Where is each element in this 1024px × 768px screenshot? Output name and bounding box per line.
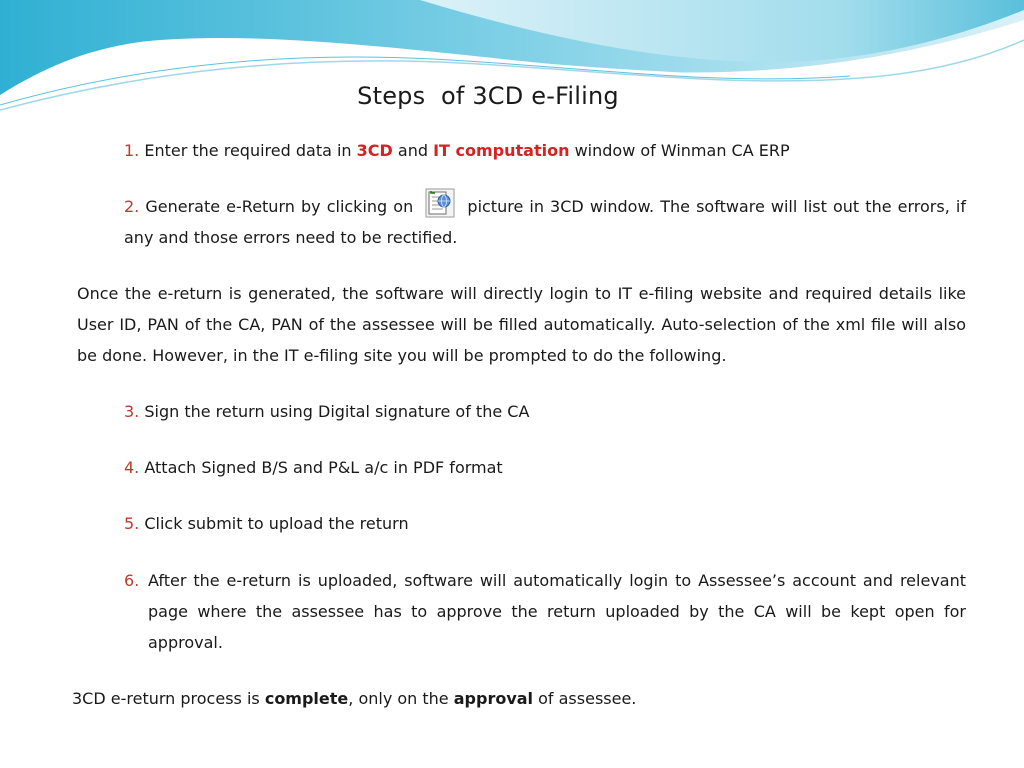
- step-6-number: 6.: [124, 571, 140, 590]
- step-5-number: 5.: [124, 514, 140, 533]
- step-6: [124, 565, 966, 658]
- conclusion-pre: 3CD e-return process is: [72, 689, 265, 708]
- conclusion-complete: complete: [264, 689, 349, 708]
- step-6-text: After the e-return is uploaded, software will automatically login to Assessee’s account and relevant page where the assessee has to approve the return uploaded by the CA will be kept open for approval.: [148, 571, 966, 652]
- step-4-number: 4.: [124, 458, 140, 477]
- step-3-number: 3.: [124, 402, 140, 421]
- step-1-number: 1.: [124, 141, 140, 160]
- generate-e-return-icon[interactable]: [425, 188, 455, 218]
- conclusion-approval: approval: [453, 689, 534, 708]
- intro-paragraph: Once the e-return is generated, the software will directly login to IT e-filing website and required details like User ID, PAN of the CA, PAN of the assessee will be filled automatically. Auto-selection of the xml file will also be done. However, in the IT e-filing site you will be prompted to do the following.: [77, 284, 966, 365]
- step-2-number: 2.: [124, 197, 140, 216]
- step-5: [124, 508, 974, 539]
- step-4-text: Attach Signed B/S and P&L a/c in PDF format: [139, 458, 503, 477]
- conclusion-post: of assessee.: [533, 689, 637, 708]
- step-2-text-pre: Generate e-Return by clicking on: [139, 197, 414, 216]
- step-1-highlight-3cd: 3CD: [356, 141, 393, 160]
- step-1-text-post: window of Winman CA ERP: [569, 141, 790, 160]
- conclusion-mid: , only on the: [348, 689, 454, 708]
- step-5-text: Click submit to upload the return: [139, 514, 409, 533]
- page-title: Steps of 3CD e-Filing: [357, 82, 619, 110]
- step-1-text-pre: Enter the required data in: [139, 141, 357, 160]
- conclusion: [72, 683, 972, 714]
- step-4: [124, 452, 974, 483]
- step-1-text-mid: and: [392, 141, 434, 160]
- step-2: [124, 191, 966, 253]
- step-1-highlight-it-computation: IT computation: [433, 141, 570, 160]
- step-3-text: Sign the return using Digital signature of the CA: [139, 402, 530, 421]
- step-2-text-post: picture in 3CD window. The software will list out the errors, if any and those errors need to be rectified.: [124, 197, 966, 247]
- step-1: [124, 135, 974, 166]
- step-3: [124, 396, 974, 427]
